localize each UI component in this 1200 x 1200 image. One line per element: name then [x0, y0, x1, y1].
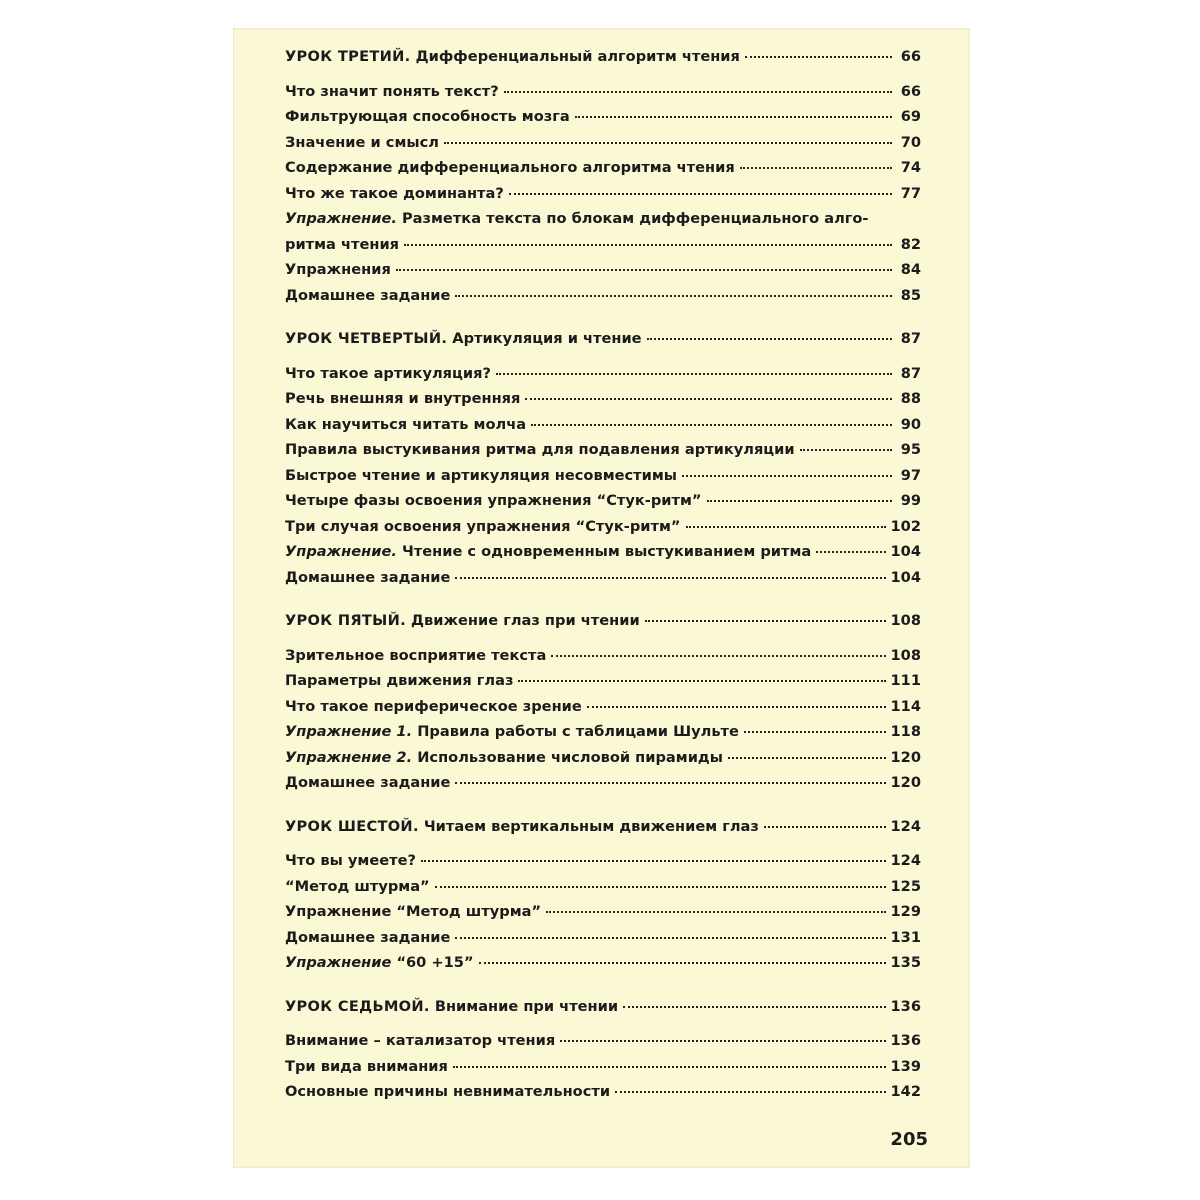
toc-entry: [285, 79, 921, 105]
entry-title: [285, 283, 450, 309]
entry-page-number: 120: [890, 774, 921, 791]
dot-leader: [800, 449, 892, 451]
entry-title: [285, 668, 513, 694]
entry-page-number: 82: [900, 235, 921, 253]
dot-leader: [623, 1006, 885, 1008]
dot-leader: [575, 116, 892, 118]
toc-entry: [285, 643, 921, 669]
dot-leader: [764, 826, 886, 828]
lesson-heading-label: [285, 814, 759, 840]
toc-entry: [285, 874, 921, 900]
entry-text: Правила работы с таблицами Шульте: [417, 723, 739, 740]
lesson-prefix: УРОК ЧЕТВЕРТЫЙ.: [285, 330, 448, 347]
dot-leader: [744, 731, 886, 733]
entry-page-number: 129: [890, 903, 921, 920]
entry-title: [285, 463, 677, 489]
entry-title: [285, 950, 474, 976]
dot-leader: [455, 782, 885, 784]
toc-entry: [285, 848, 921, 874]
toc-entry: [285, 925, 921, 951]
toc-entry: [285, 463, 921, 489]
entry-text: Зрительное восприятие текста: [285, 646, 547, 664]
entry-text: Домашнее задание: [285, 568, 451, 586]
entry-title: [285, 257, 391, 283]
lesson-page-number: 124: [890, 817, 921, 835]
toc-entry: [285, 412, 921, 438]
entry-page-number: 97: [900, 466, 921, 484]
entry-text: Правила выстукивания ритма для подавления артикуляции: [285, 441, 795, 458]
dot-leader: [745, 56, 892, 58]
entry-title: [285, 848, 416, 874]
entry-text: Параметры движения глаз: [285, 672, 514, 689]
entry-title: [285, 79, 499, 105]
lesson-page-number: 136: [890, 997, 921, 1015]
entry-text: “60 +15”: [396, 954, 474, 971]
entry-page-number: 118: [890, 723, 921, 740]
entry-title: [285, 386, 520, 412]
lesson-heading: [285, 608, 921, 634]
entry-text: Упражнения: [285, 261, 391, 278]
entry-text: Что вы умеете?: [285, 852, 416, 869]
toc-entry: [285, 361, 921, 387]
dot-leader: [421, 860, 886, 862]
toc-entry: [285, 206, 921, 232]
lesson-heading: [285, 44, 921, 70]
lesson-page-number: 108: [890, 612, 921, 629]
toc-entry-continuation: [285, 232, 921, 258]
lesson-prefix: УРОК ПЯТЫЙ.: [285, 612, 406, 629]
entry-text: Домашнее задание: [285, 928, 451, 946]
entry-title: [285, 514, 681, 540]
dot-leader: [546, 911, 885, 913]
dot-leader: [551, 655, 885, 657]
entry-text: Использование числовой пирамиды: [417, 748, 723, 766]
entry-title: [285, 104, 570, 130]
entry-text: Как научиться читать молча: [285, 415, 527, 433]
dot-leader: [645, 620, 886, 622]
lesson-heading-label: [285, 994, 618, 1020]
entry-page-number: 114: [890, 697, 921, 715]
lesson-prefix: УРОК ШЕСТОЙ.: [285, 817, 419, 835]
lesson-prefix: УРОК ТРЕТИЙ.: [285, 48, 411, 65]
dot-leader: [404, 244, 892, 246]
toc-section: [285, 994, 921, 1105]
entry-title: [285, 361, 491, 387]
dot-leader: [455, 937, 885, 939]
toc-entry: [285, 770, 921, 796]
lesson-title: Внимание при чтении: [434, 997, 619, 1015]
entry-title: [285, 1028, 555, 1054]
book-page: [233, 28, 970, 1168]
entry-title: [285, 437, 795, 463]
toc-entry: [285, 283, 921, 309]
page-number: 205: [890, 1129, 928, 1150]
entry-text: Что значит понять текст?: [285, 82, 499, 100]
toc-entry: [285, 104, 921, 130]
lesson-heading: [285, 814, 921, 840]
entry-title: [285, 925, 450, 951]
toc-entry: [285, 257, 921, 283]
entry-page-number: 84: [900, 261, 921, 278]
dot-leader: [496, 373, 892, 375]
entry-text: Упражнение “Метод штурма”: [285, 903, 542, 920]
dot-leader: [518, 680, 885, 682]
entry-text: Четыре фазы освоения упражнения “Стук-ритм”: [285, 492, 702, 509]
dot-leader: [615, 1091, 885, 1093]
lesson-heading-label: [285, 326, 642, 352]
entry-title: [285, 719, 739, 745]
toc-entry: [285, 745, 921, 771]
toc-entry: [285, 437, 921, 463]
entry-title: [285, 770, 450, 796]
dot-leader: [587, 706, 886, 708]
entry-text: Фильтрующая способность мозга: [285, 108, 570, 125]
lesson-heading: [285, 994, 921, 1020]
toc-section: [285, 326, 921, 590]
toc-section: [285, 608, 921, 796]
dot-leader: [686, 526, 886, 528]
entry-text: Содержание дифференциального алгоритма чтения: [285, 159, 735, 176]
entry-page-number: 77: [900, 184, 921, 202]
lesson-page-number: 87: [900, 330, 921, 347]
dot-leader: [455, 577, 885, 579]
entry-title: [285, 488, 702, 514]
entry-page-number: 74: [900, 159, 921, 176]
entry-text: Что такое периферическое зрение: [285, 697, 582, 715]
dot-leader: [453, 1066, 886, 1068]
dot-leader: [560, 1040, 885, 1042]
dot-leader: [504, 91, 892, 93]
entry-page-number: 139: [890, 1057, 921, 1075]
entry-title: [285, 539, 811, 565]
dot-leader: [444, 142, 892, 144]
entry-page-number: 142: [890, 1083, 921, 1100]
entry-title: [285, 694, 582, 720]
toc-entry: [285, 181, 921, 207]
dot-leader: [740, 167, 892, 169]
lesson-title: Дифференциальный алгоритм чтения: [415, 48, 740, 65]
entry-text: Основные причины невнимательности: [285, 1083, 611, 1100]
toc-entry: [285, 488, 921, 514]
entry-text: Три случая освоения упражнения “Стук-ритм”: [285, 517, 681, 535]
toc-entry: [285, 539, 921, 565]
entry-page-number: 95: [900, 441, 921, 458]
toc-entry: [285, 130, 921, 156]
entry-emphasis: Упражнение 1.: [285, 723, 413, 740]
lesson-heading: [285, 326, 921, 352]
entry-page-number: 111: [890, 672, 921, 689]
entry-page-number: 120: [890, 748, 921, 766]
toc-entry: [285, 1054, 921, 1080]
dot-leader: [682, 475, 892, 477]
entry-title: [285, 899, 541, 925]
entry-text: Домашнее задание: [285, 286, 451, 304]
entry-emphasis: Упражнение.: [285, 210, 397, 227]
entry-page-number: 104: [890, 543, 921, 560]
entry-text: Три вида внимания: [285, 1057, 448, 1075]
toc-entry: [285, 155, 921, 181]
entry-page-number: 108: [890, 646, 921, 664]
entry-title: [285, 130, 439, 156]
lesson-title: Читаем вертикальным движением глаз: [423, 817, 759, 835]
entry-page-number: 66: [900, 82, 921, 100]
toc-entry: [285, 950, 921, 976]
entry-text: Чтение с одновременным выстукиванием ритма: [401, 543, 812, 560]
entry-page-number: 85: [900, 286, 921, 304]
entry-title: [285, 412, 526, 438]
lesson-page-number: 66: [900, 48, 921, 65]
dot-leader: [479, 962, 886, 964]
dot-leader: [816, 551, 885, 553]
entry-page-number: 104: [890, 568, 921, 586]
entry-text: Быстрое чтение и артикуляция несовместимы: [285, 466, 677, 484]
toc-entry: [285, 386, 921, 412]
lesson-heading-label: [285, 44, 740, 70]
entry-text: Значение и смысл: [285, 133, 439, 151]
entry-emphasis: Упражнение 2.: [285, 748, 413, 766]
entry-title: [285, 745, 723, 771]
entry-page-number: 90: [900, 415, 921, 433]
toc-section: [285, 44, 921, 308]
toc-entry: [285, 899, 921, 925]
entry-text-continued: ритма чтения: [285, 235, 400, 253]
entry-text: Внимание – катализатор чтения: [285, 1032, 556, 1049]
entry-title: [285, 643, 546, 669]
entry-title: [285, 210, 868, 227]
entry-page-number: 125: [890, 877, 921, 895]
entry-title: [285, 181, 504, 207]
entry-page-number: 87: [900, 364, 921, 382]
lesson-prefix: УРОК СЕДЬМОЙ.: [285, 997, 430, 1015]
entry-page-number: 131: [890, 928, 921, 946]
dot-leader: [455, 295, 892, 297]
entry-page-number: 88: [900, 390, 921, 407]
entry-page-number: 70: [900, 133, 921, 151]
entry-text: Что же такое доминанта?: [285, 184, 504, 202]
toc-entry: [285, 1028, 921, 1054]
lesson-title: Артикуляция и чтение: [452, 330, 642, 347]
entry-page-number: 102: [890, 517, 921, 535]
entry-page-number: 99: [900, 492, 921, 509]
entry-title: [285, 874, 430, 900]
entry-text: Что такое артикуляция?: [285, 364, 491, 382]
entry-text: Речь внешняя и внутренняя: [285, 390, 521, 407]
entry-text: Домашнее задание: [285, 774, 451, 791]
dot-leader: [509, 193, 892, 195]
entry-title: [285, 155, 735, 181]
entry-title: [285, 565, 450, 591]
dot-leader: [525, 398, 892, 400]
toc-entry: [285, 1079, 921, 1105]
entry-title: [285, 1079, 610, 1105]
dot-leader: [728, 757, 886, 759]
toc-section: [285, 814, 921, 976]
entry-text: “Метод штурма”: [285, 877, 430, 895]
entry-page-number: 69: [900, 108, 921, 125]
dot-leader: [707, 500, 893, 502]
entry-page-number: 124: [890, 852, 921, 869]
toc-entry: [285, 694, 921, 720]
entry-title: [285, 1054, 448, 1080]
dot-leader: [531, 424, 892, 426]
lesson-title: Движение глаз при чтении: [411, 612, 640, 629]
toc-entry: [285, 514, 921, 540]
table-of-contents: [285, 44, 921, 1105]
lesson-heading-label: [285, 608, 640, 634]
toc-entry: [285, 719, 921, 745]
entry-emphasis: Упражнение: [285, 954, 392, 971]
entry-page-number: 136: [890, 1032, 921, 1049]
dot-leader: [396, 269, 892, 271]
toc-entry: [285, 668, 921, 694]
dot-leader: [435, 886, 886, 888]
toc-entry: [285, 565, 921, 591]
dot-leader: [647, 338, 892, 340]
entry-text: Разметка текста по блокам дифференциального алго-: [401, 210, 869, 227]
entry-page-number: 135: [890, 954, 921, 971]
entry-emphasis: Упражнение.: [285, 543, 397, 560]
